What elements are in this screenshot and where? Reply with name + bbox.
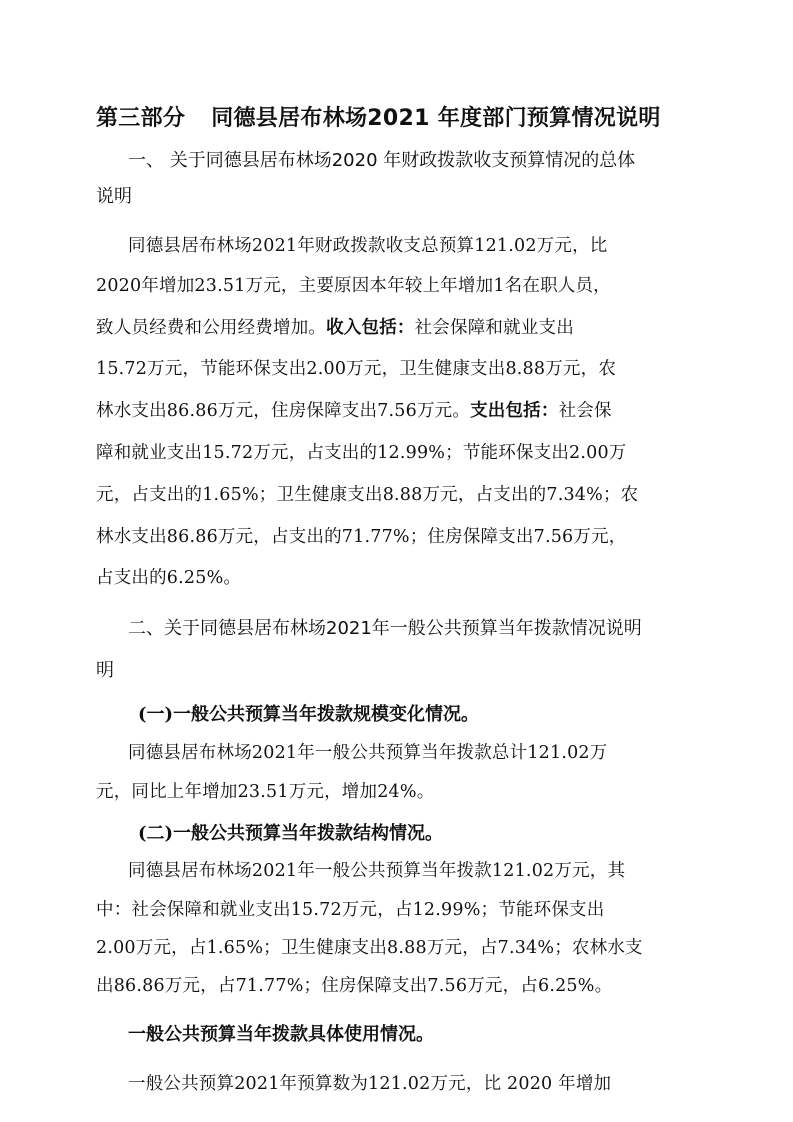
sub2-line-4: 出86.86万元，占71.77%；住房保障支出7.56万元，占6.25%。 <box>96 976 613 996</box>
spend-label: 支出包括： <box>470 401 559 421</box>
section1-heading: 一、 关于同德县居布林场2020 年财政拨款收支预算情况的总体 <box>128 150 636 171</box>
sub2-line-3: 2.00万元，占1.65%；卫生健康支出8.88万元，占7.34%；农林水支 <box>96 938 643 958</box>
sub1-line-2: 元，同比上年增加23.51万元，增加24%。 <box>96 782 435 802</box>
title-part: 第三部分 <box>96 106 186 131</box>
s1-line-5 <box>96 397 612 422</box>
sub2-line-1: 同德县居布林场2021年一般公共预算当年拨款121.02万元，其 <box>128 861 626 881</box>
sub2-heading: (二)一般公共预算当年拨款结构情况。 <box>138 823 444 844</box>
s1-line-5-text: 林水支出86.86万元，住房保障支出7.56万元。 <box>96 401 471 421</box>
s1-line-3-text: 致人员经费和公用经费增加。 <box>96 318 327 338</box>
s1-line-6: 障和就业支出15.72万元，占支出的12.99%；节能环保支出2.00万 <box>96 443 627 463</box>
s1-line-8: 林水支出86.86万元，占支出的71.77%；住房保障支出7.56万元， <box>96 527 627 547</box>
s1-line-4: 15.72万元，节能环保支出2.00万元，卫生健康支出8.88万元，农 <box>96 359 617 379</box>
sub3-heading: 一般公共预算当年拨款具体使用情况。 <box>128 1024 434 1045</box>
s1-line-7: 元，占支出的1.65%；卫生健康支出8.88万元，占支出的7.34%；农 <box>96 485 639 505</box>
s1-line-1: 同德县居布林场2021年财政拨款收支总预算121.02万元，比 <box>128 236 608 256</box>
s1-line-9: 占支出的6.25%。 <box>96 568 242 588</box>
section2-heading-cont: 明 <box>96 660 114 681</box>
spend-tail: 社会保 <box>558 401 612 421</box>
section1-heading-cont: 说明 <box>96 186 132 207</box>
income-label: 收入包括： <box>326 318 415 338</box>
s1-line-2: 2020年增加23.51万元，主要原因本年较上年增加1名在职人员， <box>96 276 611 296</box>
sub1-heading: (一)一般公共预算当年拨款规模变化情况。 <box>138 704 480 725</box>
title-text: 同德县居布林场2021 年度部门预算情况说明 <box>211 106 661 131</box>
sub2-line-2: 中：社会保障和就业支出15.72万元，占12.99%；节能环保支出 <box>96 900 605 920</box>
sub1-line-1: 同德县居布林场2021年一般公共预算当年拨款总计121.02万 <box>128 743 608 763</box>
sub3-line-1: 一般公共预算2021年预算数为121.02万元，比 2020 年增加 <box>128 1074 612 1094</box>
income-tail: 社会保障和就业支出 <box>414 318 574 338</box>
section2-heading: 二、关于同德县居布林场2021年一般公共预算当年拨款情况说明 <box>128 618 642 639</box>
s1-line-3 <box>96 314 574 339</box>
page-title <box>96 101 661 132</box>
